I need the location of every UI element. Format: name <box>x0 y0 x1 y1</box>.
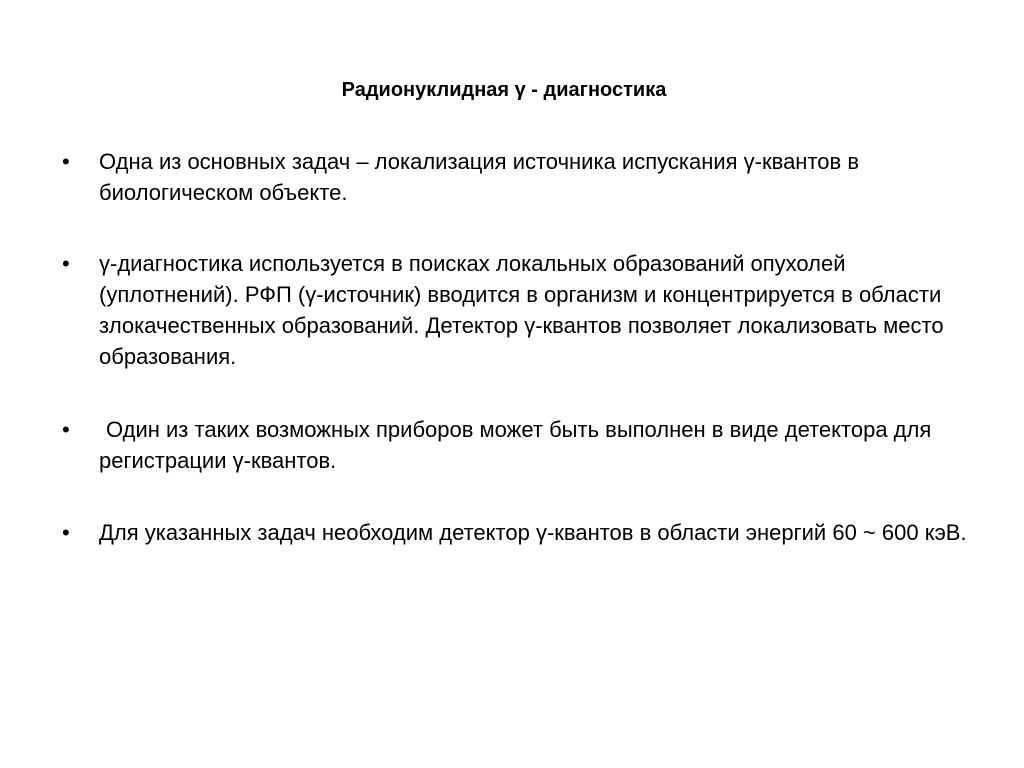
bullet-text: Для указанных задач необходим детектор γ-квантов в области энергий 60 ~ 600 кэВ. <box>99 520 967 545</box>
bullet-text: γ-диагностика используется в поисках локальных образований опухолей (уплотнений). РФП (γ-источник) вводится в организм и концентрируется в области злокачественных образований. Детектор γ-квантов позволяет локализовать место образования. <box>99 251 944 369</box>
bullet-marker: • <box>62 520 70 545</box>
bullet-marker: • <box>62 417 70 442</box>
slide-title: Радионуклидная γ - диагностика <box>341 79 667 101</box>
bullet-marker: • <box>62 251 70 276</box>
bullet-text: Одна из основных задач – локализация источника испускания γ-квантов в биологическом объекте. <box>99 149 860 205</box>
bullet-marker: • <box>62 149 70 174</box>
bullet-text: Один из таких возможных приборов может быть выполнен в виде детектора для регистрации γ-квантов. <box>99 417 932 473</box>
